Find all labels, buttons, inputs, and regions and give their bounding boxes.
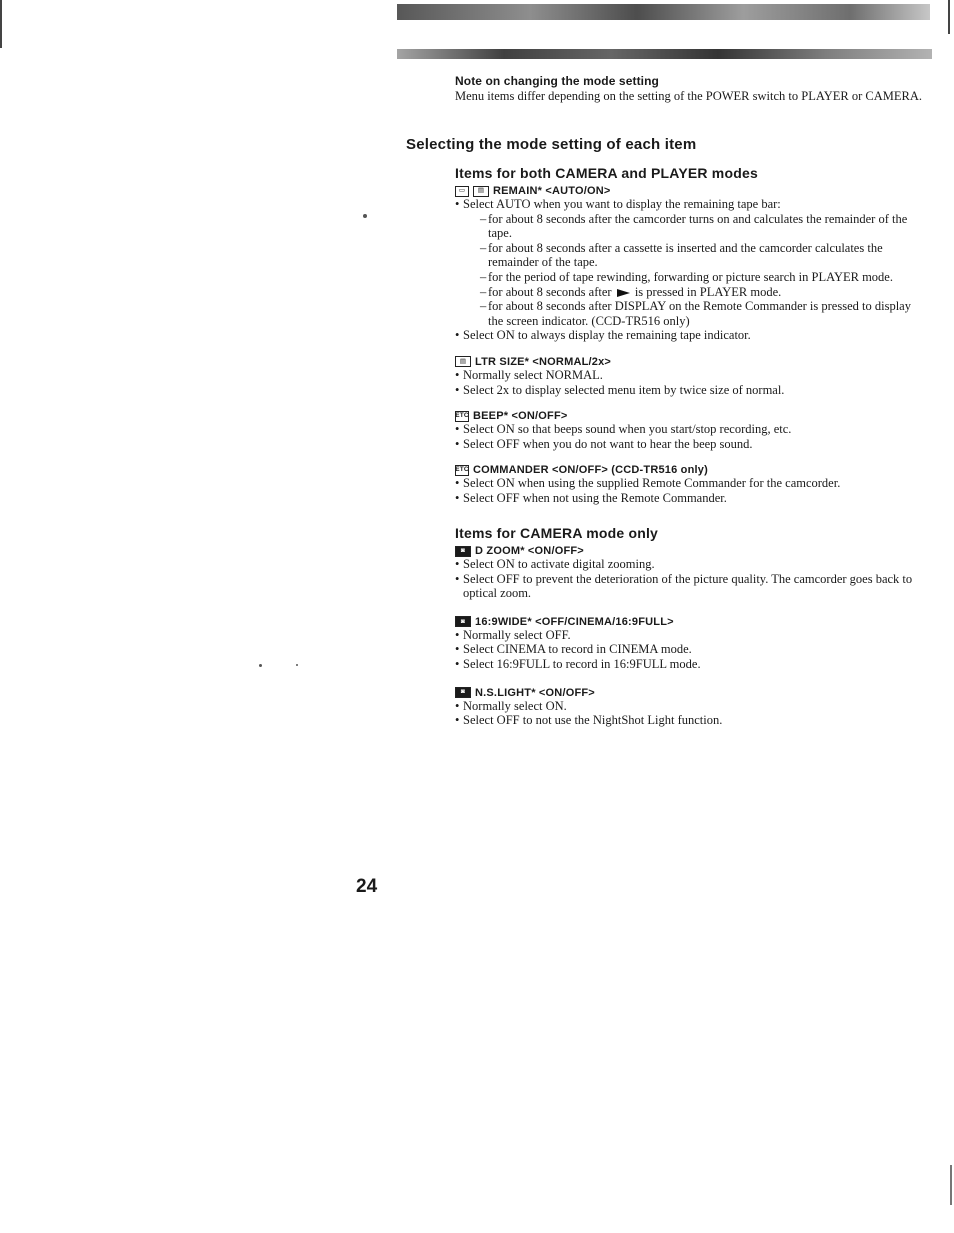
list-item: • Select ON so that beeps sound when you start/stop recording, etc.: [455, 422, 925, 437]
scan-speck: [259, 664, 262, 667]
wide-heading: [455, 616, 925, 628]
beep-label: BEEP* <ON/OFF>: [473, 410, 568, 423]
list-item: • Select OFF when you do not want to hear the beep sound.: [455, 437, 925, 452]
etc-icon: ETC: [455, 465, 469, 476]
wide-bullets: [455, 628, 925, 672]
list-item: • Select OFF when not using the Remote Commander.: [455, 491, 925, 506]
list-item: – for about 8 seconds after DISPLAY on the Remote Commander is pressed to display the screen indicator. (CCD-TR516 only): [480, 299, 925, 328]
list-item: – for about 8 seconds after is pressed in PLAYER mode.: [480, 285, 925, 300]
nslight-item: [455, 687, 925, 728]
scan-mark-right: [950, 1165, 952, 1205]
dzoom-label: D ZOOM* <ON/OFF>: [475, 545, 584, 557]
beep-heading: [455, 410, 925, 422]
mode-note: [455, 74, 925, 104]
commander-heading: [455, 464, 925, 476]
list-item: – for about 8 seconds after a cassette is inserted and the camcorder calculates the remainder of the tape.: [480, 241, 925, 270]
ltr-size-bullets: [455, 368, 925, 397]
list-item: • Select ON to activate digital zooming.: [455, 557, 925, 572]
remain-item: [455, 185, 925, 343]
scan-speck: [363, 214, 367, 218]
list-item: • Normally select ON.: [455, 699, 925, 714]
list-item: – for the period of tape rewinding, forwarding or picture search in PLAYER mode.: [480, 270, 925, 285]
both-modes-title: Items for both CAMERA and PLAYER modes: [455, 165, 758, 181]
section-title: Selecting the mode setting of each item: [406, 136, 697, 153]
scan-edge-left: [0, 0, 2, 48]
ltr-size-heading: [455, 356, 925, 368]
list-item: – for about 8 seconds after the camcorder turns on and calculates the remainder of the tape.: [480, 212, 925, 241]
remain-bullets: [455, 197, 925, 343]
list-item: • Normally select OFF.: [455, 628, 925, 643]
page-number: 24: [356, 876, 378, 897]
dzoom-heading: [455, 545, 925, 557]
play-icon: [617, 289, 630, 297]
wide-item: [455, 616, 925, 672]
camera-setting-icon: ◙: [455, 687, 471, 698]
etc-icon: ETC: [455, 411, 469, 422]
scan-edge-right: [948, 0, 950, 34]
list-item: • Select ON when using the supplied Remote Commander for the camcorder.: [455, 476, 925, 491]
ltr-size-label: LTR SIZE* <NORMAL/2x>: [475, 355, 612, 368]
note-text: Menu items differ depending on the setting of the POWER switch to PLAYER or CAMERA.: [455, 89, 922, 103]
display-icon: ▤: [455, 356, 471, 367]
nslight-bullets: [455, 699, 925, 728]
scan-speck: [296, 664, 298, 666]
dzoom-bullets: [455, 557, 925, 601]
commander-label: COMMANDER <ON/OFF> (CCD-TR516 only): [473, 464, 708, 477]
list-item: • Select OFF to not use the NightShot Light function.: [455, 713, 925, 728]
camera-mode-section: [455, 525, 925, 728]
commander-item: [455, 464, 925, 505]
nslight-heading: [455, 687, 925, 699]
ltr-size-item: [455, 356, 925, 397]
remain-label: REMAIN* <AUTO/ON>: [493, 185, 611, 197]
remain-dash-list: [463, 212, 925, 329]
camera-setting-icon: ◙: [455, 616, 471, 627]
header-decor-bar: [397, 4, 930, 20]
commander-bullets: [455, 476, 925, 505]
header-decor-rule: [397, 49, 932, 59]
display-icon: ▤: [473, 186, 489, 197]
beep-item: [455, 410, 925, 451]
camera-setting-icon: ◙: [455, 546, 471, 557]
wide-label: 16:9WIDE* <OFF/CINEMA/16:9FULL>: [475, 615, 674, 628]
list-item: • Normally select NORMAL.: [455, 368, 925, 383]
nslight-label: N.S.LIGHT* <ON/OFF>: [475, 686, 595, 699]
list-item: • Select ON to always display the remaining tape indicator.: [455, 328, 925, 343]
list-item: • Select CINEMA to record in CINEMA mode.: [455, 642, 925, 657]
list-item: • Select 2x to display selected menu item by twice size of normal.: [455, 383, 925, 398]
both-modes-section: [455, 165, 925, 506]
note-title: Note on changing the mode setting: [455, 74, 659, 88]
list-item: • Select OFF to prevent the deterioration of the picture quality. The camcorder goes back to optical zoom.: [455, 572, 925, 601]
remain-heading: [455, 185, 925, 197]
list-item: • Select 16:9FULL to record in 16:9FULL mode.: [455, 657, 925, 672]
tape-icon: ▭: [455, 186, 469, 197]
camera-mode-title: Items for CAMERA mode only: [455, 525, 659, 541]
dzoom-item: [455, 545, 925, 601]
list-item: • Select AUTO when you want to display the remaining tape bar: – for about 8 seconds after the camcorder turns on and calculates the remainder of the tape. – for about 8 seconds after a cassette is inserted and the camcorder calculates the remainder of the tape. – for the period of tape rewinding, forwarding or picture search in PLAYER mode. – for about 8 seconds after is pressed in PLAYER mode. – for about 8 seconds after DISPLAY on the Remote Commander is pressed to display the screen indicator. (CCD-TR516 only): [455, 197, 925, 328]
beep-bullets: [455, 422, 925, 451]
